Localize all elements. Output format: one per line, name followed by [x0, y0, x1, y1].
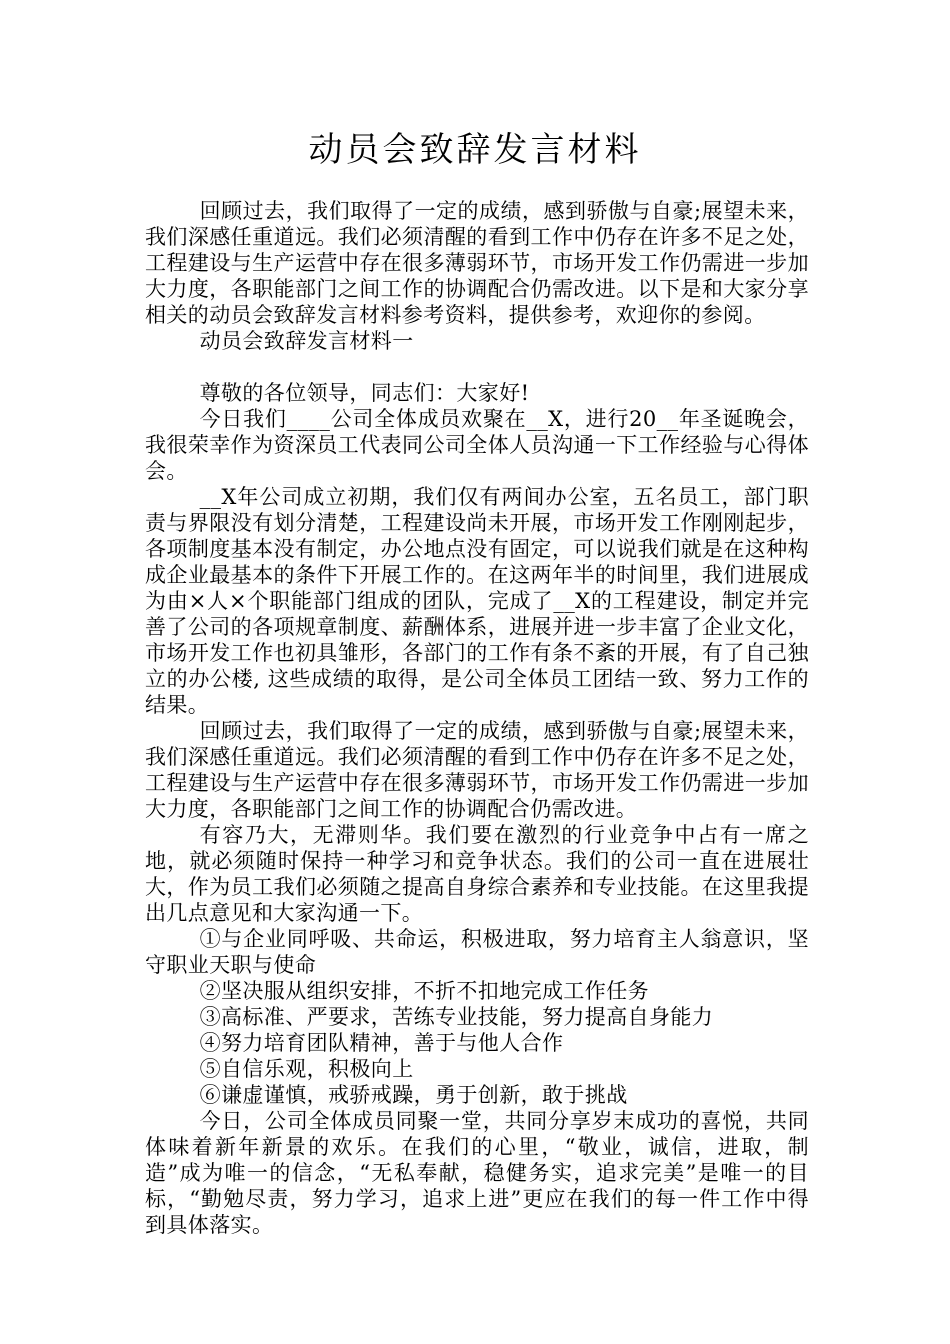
list-item: ③高标准、严要求，苦练专业技能，努力提高自身能力	[199, 1005, 714, 1029]
paragraph-intro: 回顾过去，我们取得了一定的成绩，感到骄傲与自豪;展望未来，我们深感任重道远。我们必须清醒的看到工作中仍存在许多不足之处，工程建设与生产运营中存在很多薄弱环节，市场开发工作仍需进一步加大力度，各职能部门之间工作的协调配合仍需改进。以下是和大家分享相关的动员会致辞发言材料参考资料，提供参考，欢迎你的参阅。	[145, 199, 809, 327]
list-item: ⑤自信乐观，积极向上	[199, 1057, 414, 1081]
paragraph-closing: 今日，公司全体成员同聚一堂，共同分享岁末成功的喜悦，共同体味着新年新景的欢乐。在我们的心里，“敬业，诚信，进取，制造”成为唯一的信念，“无私奉献，稳健务实，追求完美”是唯一的目标，“勤勉尽责，努力学习，追求上进”更应在我们的每一件工作中得到具体落实。	[145, 1109, 809, 1237]
blank-line	[145, 354, 809, 380]
list-item: ①与企业同呼吸、共命运，积极进取，努力培育主人翁意识，坚守职业天职与使命	[145, 927, 809, 977]
list-item: ④努力培育团队精神，善于与他人合作	[199, 1031, 564, 1055]
list-item: ⑥谦虚谨慎，戒骄戒躁，勇于创新，敢于挑战	[199, 1083, 628, 1107]
document-body	[145, 198, 809, 1238]
list-item: ②坚决服从组织安排，不折不扣地完成工作任务	[199, 979, 649, 1003]
document-title: 动员会致辞发言材料	[308, 130, 642, 170]
paragraph: 今日我们____公司全体成员欢聚在__X，进行20__年圣诞晚会，我很荣幸作为资深员工代表同公司全体人员沟通一下工作经验与心得体会。	[145, 407, 809, 483]
section-heading: 动员会致辞发言材料一	[199, 329, 414, 353]
paragraph-greeting: 尊敬的各位领导，同志们：大家好!	[199, 381, 530, 405]
paragraph: __X年公司成立初期，我们仅有两间办公室，五名员工，部门职责与界限没有划分清楚，工程建设尚未开展，市场开发工作刚刚起步，各项制度基本没有制定，办公地点没有固定，可以说我们就是在这种构成企业最基本的条件下开展工作的。在这两年半的时间里，我们进展成为由×人×个职能部门组成的团队，完成了__X的工程建设，制定并完善了公司的各项规章制度、薪酬体系，进展并进一步丰富了企业文化，市场开发工作也初具雏形，各部门的工作有条不紊的开展，有了自己独立的办公楼, 这些成绩的取得，是公司全体员工团结一致、努力工作的结果。	[145, 485, 809, 717]
paragraph: 回顾过去，我们取得了一定的成绩，感到骄傲与自豪;展望未来，我们深感任重道远。我们必须清醒的看到工作中仍存在许多不足之处，工程建设与生产运营中存在很多薄弱环节，市场开发工作仍需进一步加大力度，各职能部门之间工作的协调配合仍需改进。	[145, 719, 809, 821]
paragraph: 有容乃大，无滞则华。我们要在激烈的行业竞争中占有一席之地，就必须随时保持一种学习和竞争状态。我们的公司一直在进展壮大，作为员工我们必须随之提高自身综合素养和专业技能。在这里我提出几点意见和大家沟通一下。	[145, 823, 809, 925]
